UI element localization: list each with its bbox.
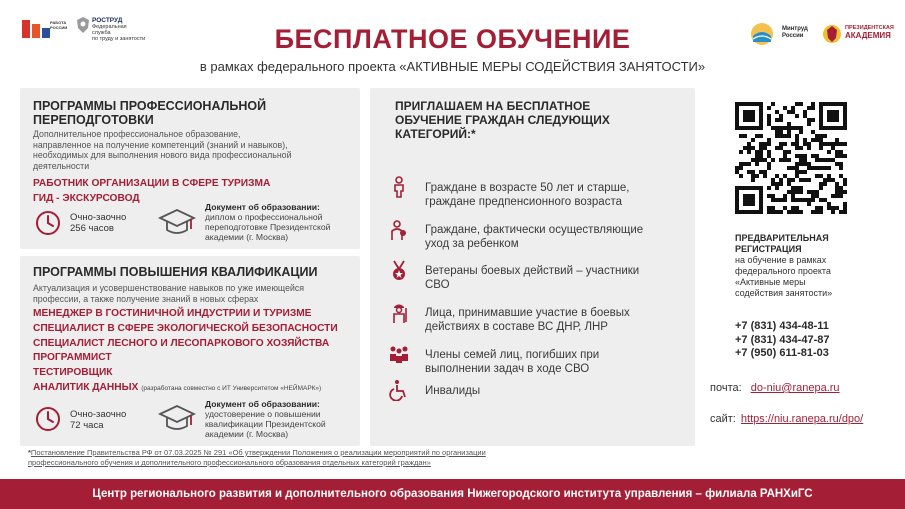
graduation-cap-icon xyxy=(158,207,196,239)
rosstrud-line1: Федеральная служба xyxy=(92,24,127,36)
retraining-doc-line2: переподготовке Президентской xyxy=(205,222,331,232)
phone-number[interactable]: +7 (831) 434-47-87 xyxy=(735,333,830,346)
phone-number[interactable]: +7 (950) 611-81-03 xyxy=(735,347,829,359)
upgrade-mode: Очно-заочно xyxy=(70,409,127,420)
retraining-hours: 256 часов xyxy=(70,223,114,234)
page-title: БЕСПЛАТНОЕ ОБУЧЕНИЕ xyxy=(274,24,631,54)
upgrade-doc-label: Документ об образовании: xyxy=(205,399,320,409)
graduation-cap-icon xyxy=(158,403,196,435)
registration-heading-line1: ПРЕДВАРИТЕЛЬНАЯ xyxy=(735,233,829,243)
registration-heading-line2: РЕГИСТРАЦИЯ xyxy=(735,244,802,254)
qr-code-icon[interactable] xyxy=(735,102,847,214)
upgrade-desc-line1: Актуализация и усовершенствование навыков по уже имеющейся xyxy=(33,283,305,293)
upgrade-program: ПРОГРАММИСТ xyxy=(33,352,112,364)
category-text: Ветераны боевых действий – участники xyxy=(425,265,640,277)
category-text: Лица, принимавшие участие в боевых xyxy=(425,307,630,319)
categories-heading-line2: ОБУЧЕНИЕ ГРАЖДАН СЛЕДУЮЩИХ xyxy=(395,113,610,127)
registration-line4: содействия занятости» xyxy=(735,288,833,298)
category-text: действиях в составе ВС ДНР, ЛНР xyxy=(425,321,608,333)
footnote-line2[interactable]: профессионального обучения и дополнительного профессионального образования отдельных категорий граждан» xyxy=(28,458,431,467)
retraining-desc-line4: деятельности xyxy=(33,160,90,171)
categories-heading-line3: КАТЕГОРИЙ:* xyxy=(395,127,476,141)
retraining-heading-line2: ПЕРЕПОДГОТОВКИ xyxy=(33,113,154,127)
mail-label: почта: xyxy=(710,382,742,394)
upgrade-panel xyxy=(20,256,360,446)
site-label: сайт: xyxy=(710,413,736,425)
retraining-program-line2: ГИД - ЭКСКУРСОВОД xyxy=(33,192,140,204)
category-text: Инвалиды xyxy=(425,385,481,397)
category-text: Члены семей лиц, погибших при xyxy=(425,349,600,361)
retraining-desc-line2: направленное на получение компетенций (знаний и навыков), xyxy=(33,139,288,150)
retraining-doc-line3: академии (г. Москва) xyxy=(205,232,289,242)
categories-heading-line1: ПРИГЛАШАЕМ НА БЕСПЛАТНОЕ xyxy=(395,99,591,113)
upgrade-program: СПЕЦИАЛИСТ ЛЕСНОГО И ЛЕСОПАРКОВОГО ХОЗЯЙСТВА xyxy=(33,337,330,349)
footnote xyxy=(28,448,668,468)
retraining-mode: Очно-заочно xyxy=(70,212,127,223)
category-text: уход за ребенком xyxy=(425,238,519,250)
medal-icon xyxy=(388,260,410,282)
retraining-program-line1: РАБОТНИК ОРГАНИЗАЦИИ В СФЕРЕ ТУРИЗМА xyxy=(33,178,271,189)
category-text: граждане предпенсионного возраста xyxy=(425,196,622,208)
upgrade-heading: ПРОГРАММЫ ПОВЫШЕНИЯ КВАЛИФИКАЦИИ xyxy=(33,265,318,279)
analyst-note: (разработана совместно с ИТ Университетом «НЕЙМАРК») xyxy=(141,384,322,392)
page-subtitle: в рамках федерального проекта «АКТИВНЫЕ МЕРЫ СОДЕЙСТВИЯ ЗАНЯТОСТИ» xyxy=(199,59,706,74)
mintrud-line2: России xyxy=(782,33,804,39)
rosstrud-title: РОСТРУД xyxy=(92,17,123,24)
upgrade-program: СПЕЦИАЛИСТ В СФЕРЕ ЭКОЛОГИЧЕСКОЙ БЕЗОПАСНОСТИ xyxy=(33,322,338,334)
retraining-panel xyxy=(20,88,360,249)
mail-link[interactable]: do-niu@ranepa.ru xyxy=(750,382,840,394)
retraining-desc-line1: Дополнительное профессиональное образование, xyxy=(33,129,241,139)
rosstrud-line2: по труду и занятости xyxy=(92,36,146,42)
registration-line3: «Активные меры xyxy=(735,277,806,287)
clock-icon xyxy=(35,210,61,236)
retraining-doc-line1: диплом о профессиональной xyxy=(205,212,323,222)
upgrade-program: МЕНЕДЖЕР В ГОСТИНИЧНОЙ ИНДУСТРИИ И ТУРИЗМЕ xyxy=(33,308,312,319)
family-icon xyxy=(388,344,410,366)
category-text: СВО xyxy=(425,279,450,291)
category-text: Граждане в возрасте 50 лет и старше, xyxy=(425,182,630,194)
footnote-star: * xyxy=(28,448,31,457)
categories-panel xyxy=(370,88,695,446)
logo-left-text: РАБОТА РОССИИ xyxy=(50,20,68,30)
upgrade-program: АНАЛИТИК ДАННЫХ xyxy=(33,381,139,393)
clock-icon xyxy=(35,406,61,432)
soldier-icon xyxy=(388,302,410,324)
upgrade-program: ТЕСТИРОВЩИК xyxy=(33,367,113,379)
phone-number[interactable]: +7 (831) 434-48-11 xyxy=(735,320,829,332)
footer-bar: Центр регионального развития и дополнительного образования Нижегородского института управления – филиала РАНХиГС xyxy=(0,479,905,509)
upgrade-doc-line1: удостоверение о повышении xyxy=(205,409,321,419)
elderly-person-icon xyxy=(388,176,410,198)
category-text: выполнении задач в ходе СВО xyxy=(425,363,590,375)
academy-line1: ПРЕЗИДЕНТСКАЯ xyxy=(845,25,894,31)
academy-line2: АКАДЕМИЯ xyxy=(845,31,891,40)
upgrade-desc-line2: профессии, а также получение знаний в новых сферах xyxy=(33,293,259,304)
upgrade-hours: 72 часа xyxy=(70,420,104,431)
upgrade-doc-line3: академии (г. Москва) xyxy=(205,429,289,439)
registration-line1: на обучение в рамках xyxy=(735,255,827,265)
retraining-heading-line1: ПРОГРАММЫ ПРОФЕССИОНАЛЬНОЙ xyxy=(33,99,267,113)
retraining-doc-label: Документ об образовании: xyxy=(205,202,320,212)
site-link[interactable]: https://niu.ranepa.ru/dpo/ xyxy=(740,413,864,425)
retraining-desc-line3: необходимых для выполнения нового вида профессиональной xyxy=(33,150,292,160)
mintrud-line1: Минтруд xyxy=(782,26,808,32)
footnote-line1[interactable]: Постановление Правительства РФ от 07.03.2025 № 291 «Об утверждении Положения о реализации мероприятий по организации xyxy=(30,448,486,457)
upgrade-doc-line2: квалификации Президентской xyxy=(205,419,326,429)
wheelchair-icon xyxy=(388,379,410,401)
parent-child-icon xyxy=(388,219,410,241)
category-text: Граждане, фактически осуществляющие xyxy=(425,224,644,236)
registration-line2: федерального проекта xyxy=(735,266,831,276)
